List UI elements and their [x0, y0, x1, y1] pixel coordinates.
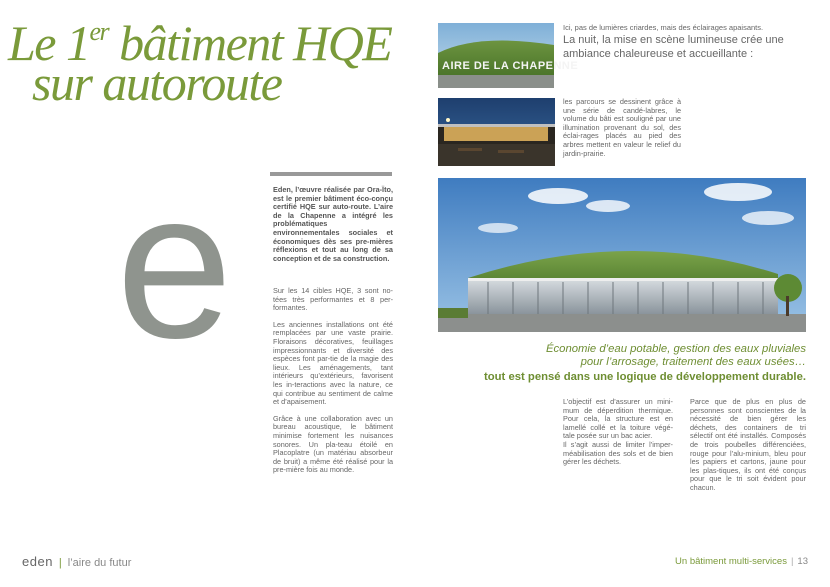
page-number: 13 [797, 556, 808, 567]
left-paragraph-1: Sur les 14 cibles HQE, 3 sont no-tées très performantes et 8 per-formantes. [273, 286, 393, 313]
column-b: Parce que de plus en plus de personnes sont conscientes de la nécessité de bien gérer les déchets, des containers de tri sélectif ont été installés. Composés de trois poubelles différenciées, rouge pour l’alu-minium, bleu pour les papiers et cartons, jaune pour les plas-tiques, ils ont été conçus pour que le tri soit évident pour chacun. [690, 397, 806, 492]
drop-letter: e [116, 147, 233, 382]
page-title-line-1: Le 1er bâtiment HQE [8, 15, 392, 71]
left-paragraph-2: Les anciennes installations ont été remplacées par une vaste prairie. Floraisons décoratives, feuillages impressionnants et diversité des espèces font par-tie de la magie des lieux. Les aménagements, tant intérieurs qu’extérieurs, favorisent les in-teractions avec la nature, ce qui contribue au sentiment de calme et d’apaisement. [273, 319, 393, 407]
eco-line-3: tout est pensé dans une logique de développement durable. [483, 371, 806, 383]
column-a-paragraph-2: Il s’agit aussi de limiter l’imper-méabilisation des sols et de bien gérer les déchets. [563, 439, 673, 467]
page-title-line-2: sur autoroute [32, 55, 282, 111]
night-caption-big: La nuit, la mise en scène lumineuse crée une ambiance chaleureuse et accueillante : [563, 34, 784, 60]
photo-night-terrace [438, 98, 555, 166]
footer-right-label: Un bâtiment multi-services [675, 556, 787, 567]
photo-building [438, 178, 806, 332]
footer-right-separator: | [790, 556, 794, 567]
footer-brand: eden [22, 554, 53, 569]
footer-tagline: l’aire du futur [67, 557, 132, 569]
footer-left [22, 554, 131, 569]
footer-right [675, 556, 808, 567]
photo-aire-sign [438, 23, 579, 88]
eco-statement [440, 343, 806, 369]
divider-bar [270, 172, 392, 176]
intro-lead: Eden [273, 185, 291, 194]
footer-separator: | [58, 557, 62, 569]
eco-line-1: Économie d’eau potable, gestion des eaux pluviales [545, 343, 806, 355]
parcours-paragraph: les parcours se dessinent grâce à une série de candé-labres, le volume du bâti est souligné par une illumination provenant du sol, des éclai-rages placés au pied des arbres mettent en valeur le relief du jardin-prairie. [563, 97, 681, 158]
column-a [563, 398, 673, 467]
night-caption-small: Ici, pas de lumières criardes, mais des éclairages apaisants. [563, 23, 764, 32]
intro-paragraph [273, 186, 393, 263]
left-column [273, 287, 393, 483]
photo-sign-text: AIRE DE LA CHAPENNE [442, 60, 579, 72]
intro-text: , l’œuvre réalisée par Ora-Ïto, est le premier bâtiment éco-conçu certifié HQE sur auto-route. L’aire de la Chapenne a intégré les problématiques environnementales sociales et économiques dès ses pre-mières réflexions et tout au long de sa conception et de sa construction. [273, 185, 393, 263]
eco-line-2: pour l’arrosage, traitement des eaux usées… [580, 356, 806, 368]
column-a-paragraph-1: L’objectif est d’assurer un mini-mum de déperdition thermique. Pour cela, la structure est en lamellé collé et la toiture végé-tale posée sur un bac acier. [563, 397, 673, 441]
left-paragraph-3: Grâce à une collaboration avec un bureau acoustique, le bâtiment minimise fortement les nuisances sonores. Un pla-teau étoilé en Placoplatre (un matériau absorbeur de bruit) a même été réalisé pour la pre-mière fois au monde. [273, 413, 393, 475]
